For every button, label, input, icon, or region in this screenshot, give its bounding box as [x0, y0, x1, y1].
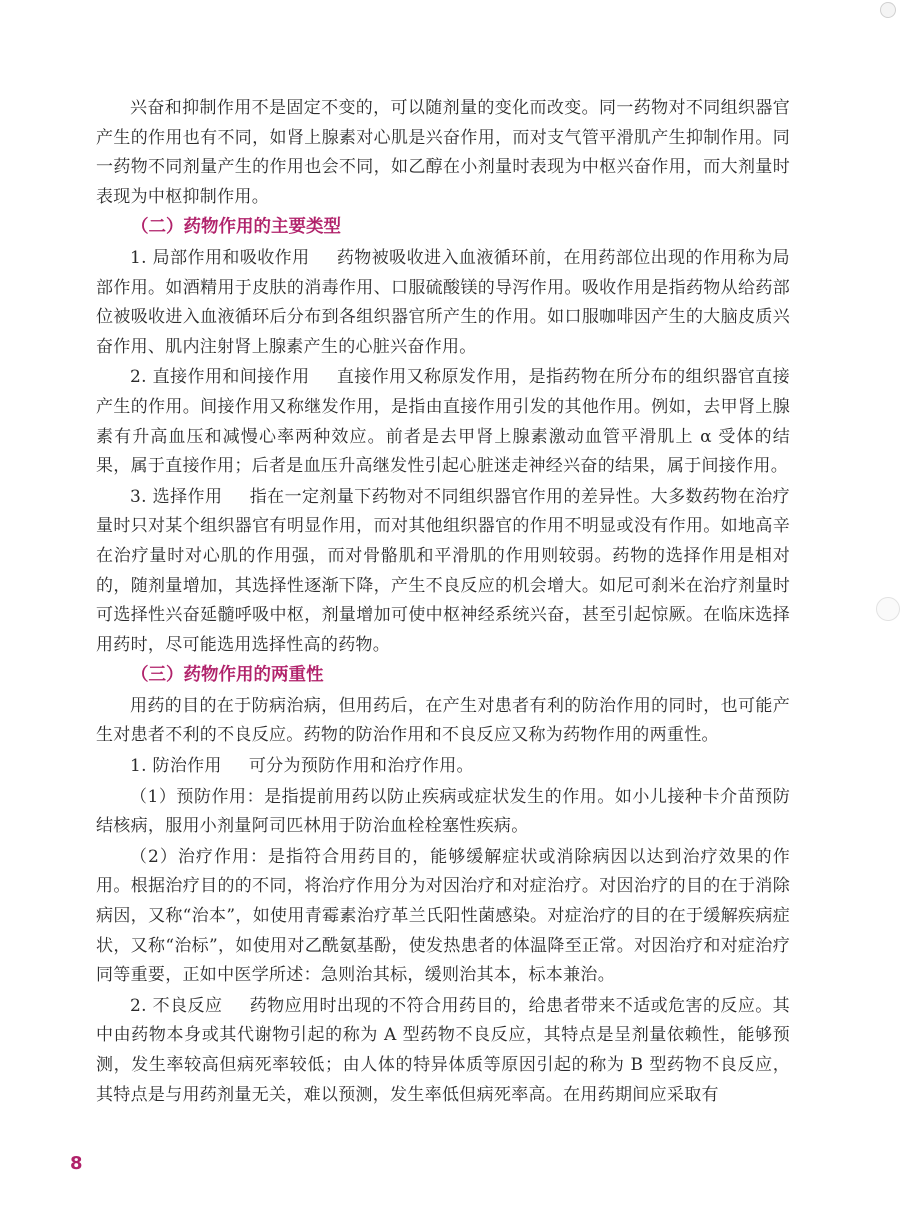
paragraph-intro: 兴奋和抑制作用不是固定不变的，可以随剂量的变化而改变。同一药物对不同组织器官产生的作用也有不同，如肾上腺素对心肌是兴奋作用，而对支气管平滑肌产生抑制作用。同一药物不同剂量产生的作用也会不同，如乙醇在小剂量时表现为中枢兴奋作用，而大剂量时表现为中枢抑制作用。	[96, 98, 790, 207]
item-lead: 2. 不良反应	[130, 995, 223, 1016]
paragraph-duality: 用药的目的在于防病治病，但用药后，在产生对患者有利的防治作用的同时，也可能产生对患者不利的不良反应。药物的防治作用和不良反应又称为药物作用的两重性。	[96, 695, 790, 746]
item-body: 药物被吸收进入血液循环前，在用药部位出现的作用称为局部作用。如酒精用于皮肤的消毒作用、口服硫酸镁的导泻作用。吸收作用是指药物从给药部位被吸收进入血液循环后分布到各组织器官所产生的作用。如口服咖啡因产生的大脑皮质兴奋作用、肌内注射肾上腺素产生的心脏兴奋作用。	[96, 247, 790, 357]
paragraph-prevention: （1）预防作用：是指提前用药以防止疾病或症状发生的作用。如小儿接种卡介苗预防结核病，服用小剂量阿司匹林用于防治血栓栓塞性疾病。	[96, 786, 790, 837]
section-heading-3: （三）药物作用的两重性	[131, 665, 324, 686]
item-lead: 1. 防治作用	[130, 756, 222, 777]
paragraph-treatment: （2）治疗作用：是指符合用药目的，能够缓解症状或消除病因以达到治疗效果的作用。根据治疗目的的不同，将治疗作用分为对因治疗和对症治疗。对因治疗的目的在于消除病因，又称“治本”，如使用青霉素治疗革兰氏阳性菌感染。对症治疗的目的在于缓解疾病症状，又称“治标”，如使用对乙酰氨基酚，使发热患者的体温降至正常。对因治疗和对症治疗同等重要，正如中医学所述：急则治其标，缓则治其本，标本兼治。	[96, 846, 790, 986]
paragraph-prevention-treatment	[96, 752, 790, 782]
item-lead: 3. 选择作用	[130, 486, 223, 507]
paragraph-adverse-reaction	[96, 992, 790, 1110]
paragraph-local-absorption	[96, 244, 790, 362]
page-number: 8	[70, 1153, 83, 1174]
paragraph-direct-indirect	[96, 363, 790, 481]
item-body: 直接作用又称原发作用，是指药物在所分布的组织器官直接产生的作用。间接作用又称继发作用，是指由直接作用引发的其他作用。例如，去甲肾上腺素有升高血压和减慢心率两种效应。前者是去甲肾上腺素激动血管平滑肌上 α 受体的结果，属于直接作用；后者是血压升高继发性引起心脏迷走神经兴奋的结果，属于间接作用。	[96, 367, 790, 477]
item-body: 药物应用时出现的不符合用药目的，给患者带来不适或危害的反应。其中由药物本身或其代谢物引起的称为 A 型药物不良反应，其特点是呈剂量依赖性，能够预测，发生率较高但病死率较低；由人体的特异体质等原因引起的称为 B 型药物不良反应，其特点是与用药剂量无关，难以预测，发生率低但病死率高。在用药期间应采取有	[96, 995, 790, 1105]
item-body: 可分为预防作用和治疗作用。	[248, 756, 474, 777]
side-bookmark-icon	[876, 597, 900, 621]
section-heading-2: （二）药物作用的主要类型	[131, 217, 341, 238]
corner-decoration-icon	[880, 2, 896, 18]
item-lead: 2. 直接作用和间接作用	[130, 367, 310, 388]
item-lead: 1. 局部作用和吸收作用	[130, 247, 310, 268]
page-body	[96, 94, 790, 1111]
paragraph-selective	[96, 483, 790, 661]
item-body: 指在一定剂量下药物对不同组织器官作用的差异性。大多数药物在治疗量时只对某个组织器官有明显作用，而对其他组织器官的作用不明显或没有作用。如地高辛在治疗量时对心肌的作用强，而对骨骼肌和平滑肌的作用则较弱。药物的选择作用是相对的，随剂量增加，其选择性逐渐下降，产生不良反应的机会增大。如尼可刹米在治疗剂量时可选择性兴奋延髓呼吸中枢，剂量增加可使中枢神经系统兴奋，甚至引起惊厥。在临床选择用药时，尽可能选用选择性高的药物。	[96, 486, 790, 655]
